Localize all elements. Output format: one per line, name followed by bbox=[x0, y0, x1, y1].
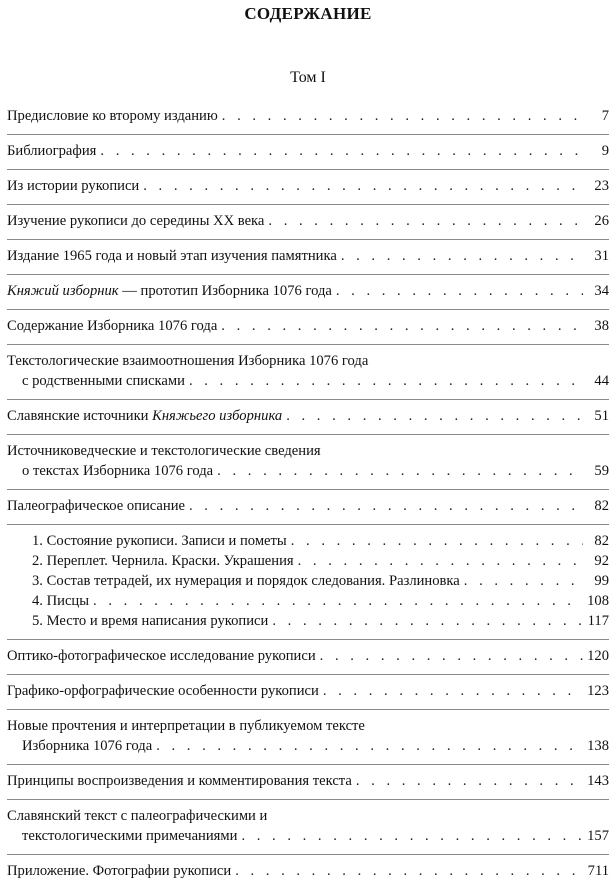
divider bbox=[7, 846, 609, 855]
divider bbox=[7, 336, 609, 345]
page-number: 7 bbox=[601, 108, 609, 124]
page-number: 138 bbox=[587, 738, 609, 754]
page-number: 117 bbox=[587, 613, 609, 629]
toc-entry-paleography[interactable]: Палеографическое описание . . . 82 bbox=[7, 496, 609, 516]
divider bbox=[7, 481, 609, 490]
page-number: 31 bbox=[594, 248, 609, 264]
toc-entry-appendix[interactable]: Приложение. Фотографии рукописи . . . 711 bbox=[7, 861, 609, 881]
divider bbox=[7, 666, 609, 675]
page-number: 44 bbox=[594, 373, 609, 389]
divider bbox=[7, 701, 609, 710]
page-number: 99 bbox=[594, 573, 609, 589]
page-number: 711 bbox=[587, 863, 609, 879]
divider bbox=[7, 391, 609, 400]
toc-subentry-binding[interactable]: 2. Переплет. Чернила. Краски. Украшения . . . 92 bbox=[7, 551, 609, 571]
toc-entry-principles[interactable]: Принципы воспроизведения и комментирования текста . . . 143 bbox=[7, 771, 609, 791]
toc-subentry-scribes[interactable]: 4. Писцы . . . 108 bbox=[7, 591, 609, 611]
divider bbox=[7, 161, 609, 170]
divider bbox=[7, 126, 609, 135]
page-number: 38 bbox=[594, 318, 609, 334]
toc-subentry-place-time[interactable]: 5. Место и время написания рукописи . . . 117 bbox=[7, 611, 609, 631]
page-number: 26 bbox=[594, 213, 609, 229]
toc-entry-bibliography[interactable]: Библиография . . . 9 bbox=[7, 141, 609, 161]
divider bbox=[7, 516, 609, 525]
page-number: 23 bbox=[594, 178, 609, 194]
toc-entry-study[interactable]: Изучение рукописи до середины XX века . . . 26 bbox=[7, 211, 609, 231]
divider bbox=[7, 231, 609, 240]
toc-entry-source-studies[interactable]: Источниковедческие и текстологические сведения о текстах Изборника 1076 года . . . 59 bbox=[7, 441, 609, 481]
toc-entry-new-readings[interactable]: Новые прочтения и интерпретации в публикуемом тексте Изборника 1076 года . . . 138 bbox=[7, 716, 609, 756]
page-number: 123 bbox=[587, 683, 609, 699]
page-number: 34 bbox=[594, 283, 609, 299]
toc-entry-slavic-text[interactable]: Славянский текст с палеографическими и текстологическими примечаниями . . . 157 bbox=[7, 806, 609, 846]
volume-heading: Том I bbox=[290, 69, 326, 86]
divider bbox=[7, 631, 609, 640]
page-number: 92 bbox=[594, 553, 609, 569]
page-title: СОДЕРЖАНИЕ bbox=[244, 4, 372, 23]
page-number: 82 bbox=[594, 533, 609, 549]
toc-subentry-condition[interactable]: 1. Состояние рукописи. Записи и пометы . . . 82 bbox=[7, 531, 609, 551]
page-number: 51 bbox=[594, 408, 609, 424]
table-of-contents bbox=[7, 106, 609, 881]
page-number: 82 bbox=[594, 498, 609, 514]
divider bbox=[7, 791, 609, 800]
toc-subentry-quires[interactable]: 3. Состав тетрадей, их нумерация и порядок следования. Разлиновка . . . 99 bbox=[7, 571, 609, 591]
toc-entry-edition-1965[interactable]: Издание 1965 года и новый этап изучения памятника . . . 31 bbox=[7, 246, 609, 266]
page-number: 120 bbox=[587, 648, 609, 664]
page-number: 143 bbox=[587, 773, 609, 789]
divider bbox=[7, 301, 609, 310]
divider bbox=[7, 266, 609, 275]
toc-entry-textology[interactable]: Текстологические взаимоотношения Изборника 1076 года с родственными списками . . . 44 bbox=[7, 351, 609, 391]
toc-entry-orthography[interactable]: Графико-орфографические особенности рукописи . . . 123 bbox=[7, 681, 609, 701]
page-number: 59 bbox=[594, 463, 609, 479]
divider bbox=[7, 196, 609, 205]
page-number: 108 bbox=[587, 593, 609, 609]
toc-entry-prototype[interactable]: Княжий изборник — прототип Изборника 1076 года . . . 34 bbox=[7, 281, 609, 301]
toc-entry-slavic-sources[interactable]: Славянские источники Княжьего изборника . . . 51 bbox=[7, 406, 609, 426]
divider bbox=[7, 756, 609, 765]
page-number: 9 bbox=[601, 143, 609, 159]
toc-entry-preface[interactable]: Предисловие ко второму изданию . . . 7 bbox=[7, 106, 609, 126]
toc-entry-contents-1076[interactable]: Содержание Изборника 1076 года . . . 38 bbox=[7, 316, 609, 336]
page-number: 157 bbox=[587, 828, 609, 844]
toc-entry-optical[interactable]: Оптико-фотографическое исследование рукописи . . . 120 bbox=[7, 646, 609, 666]
divider bbox=[7, 426, 609, 435]
toc-entry-history[interactable]: Из истории рукописи . . . 23 bbox=[7, 176, 609, 196]
